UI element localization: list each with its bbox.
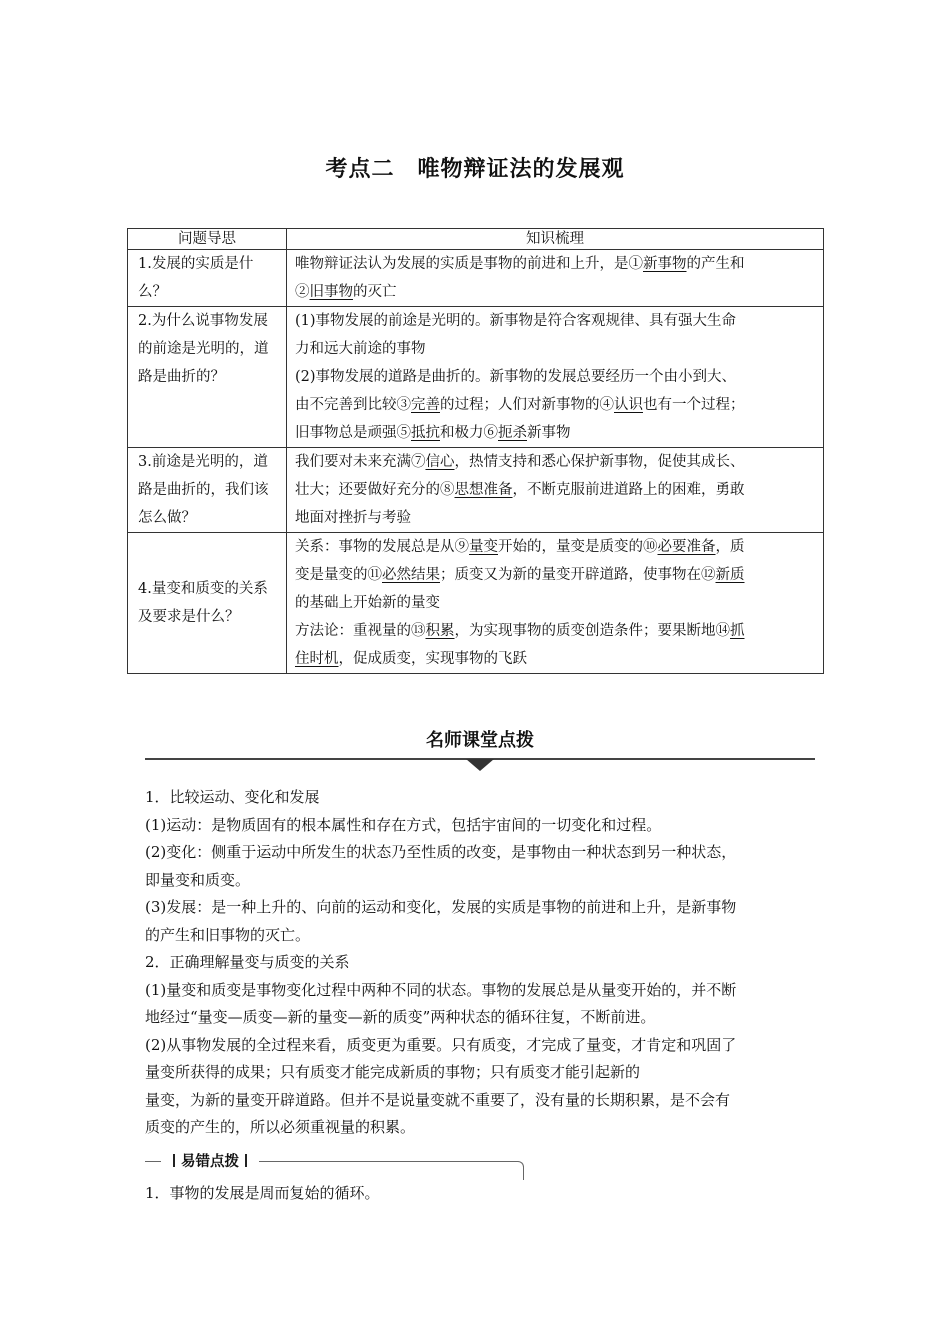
question-cell: 3.前途是光明的，道路是曲折的，我们该怎么做？ [128, 448, 287, 533]
answer-text: (1)事物发展的前途是光明的。新事物是符合客观规律、具有强大生命 [295, 313, 737, 329]
knowledge-table [127, 228, 824, 674]
blank-answer: 抓 [730, 623, 745, 639]
answer-text: 的灭亡 [353, 284, 397, 300]
teacher-tips-banner [145, 728, 815, 776]
answer-line [295, 617, 815, 645]
blank-answer: 旧事物 [309, 284, 353, 300]
header-questions: 问题导思 [128, 229, 287, 250]
answer-text: 由不完善到比较③ [295, 397, 411, 413]
answer-text: 壮大；还要做好充分的⑧ [295, 482, 455, 498]
answer-text: 旧事物总是顽强⑤ [295, 425, 411, 441]
answer-line [295, 335, 815, 363]
answer-line [295, 504, 815, 532]
answer-text: 力和远大前途的事物 [295, 341, 426, 357]
blank-answer: 积累 [425, 623, 455, 639]
table-row [128, 307, 824, 448]
blank-answer: 量变 [469, 539, 498, 555]
answer-text: 的产生和 [686, 256, 745, 272]
answer-text: 关系：事物的发展总是从⑨ [295, 539, 469, 555]
blank-answer: 认识 [614, 397, 643, 413]
paragraph-line: 地经过“量变—质变—新的量变—新的质变”两种状态的循环往复，不断前进。 [145, 1008, 656, 1026]
answer-text: 的基础上开始新的量变 [295, 595, 440, 611]
answer-text: ；质变又为新的量变开辟道路，使事物在⑫ [440, 567, 716, 583]
question-cell: 2.为什么说事物发展的前途是光明的，道路是曲折的？ [128, 307, 287, 448]
answer-text: ，不断克服前进道路上的困难，勇敢 [512, 482, 745, 498]
paragraph-line: (3)发展：是一种上升的、向前的运动和变化，发展的实质是事物的前进和上升，是新事物 [145, 898, 737, 916]
paragraph-line: (1)运动：是物质固有的根本属性和存在方式，包括宇宙间的一切变化和过程。 [145, 815, 662, 834]
answer-line [295, 250, 815, 278]
blank-answer: 思想准备 [454, 482, 513, 498]
table-row [128, 533, 824, 674]
bar-icon [173, 1154, 175, 1167]
page-title: 考点二 唯物辩证法的发展观 [325, 157, 625, 182]
paragraph-line: 量变，为新的量变开辟道路。但并不是说量变就不重要了，没有量的长期积累，是不会有 [145, 1090, 731, 1109]
paragraph-line: 的产生和旧事物的灭亡。 [145, 925, 311, 944]
error-tips-label: 易错点拨 [181, 1154, 239, 1170]
answer-line [295, 419, 815, 447]
blank-answer: 完善 [411, 397, 440, 413]
answer-text: ，热情支持和悉心保护新事物，促使其成长、 [454, 454, 745, 470]
triangle-down-icon [466, 759, 494, 771]
table-header-row [128, 229, 824, 250]
paragraph-line: (1)量变和质变是事物变化过程中两种不同的状态。事物的发展总是从量变开始的，并不断 [145, 980, 737, 999]
blank-answer: 必然结果 [382, 567, 440, 583]
answer-line [295, 363, 815, 391]
answer-line [295, 278, 815, 306]
answer-text: 新事物 [527, 425, 571, 441]
paragraph-line: (2)变化：侧重于运动中所发生的状态乃至性质的改变，是事物由一种状态到另一种状态， [145, 843, 737, 861]
table-row [128, 250, 824, 307]
blank-answer: 扼杀 [498, 425, 527, 441]
answer-text: 我们要对未来充满⑦ [295, 454, 426, 470]
answer-line [295, 448, 815, 476]
error-tips-title [161, 1152, 259, 1172]
paragraph-line: 1．比较运动、变化和发展 [145, 788, 320, 806]
blank-answer: 必要准备 [657, 539, 716, 555]
answer-text: 地面对挫折与考验 [295, 510, 411, 526]
explanation-body [145, 784, 815, 1142]
paragraph-line: 质变的产生的，所以必须重视量的积累。 [145, 1118, 416, 1136]
table-row [128, 448, 824, 533]
error-tips-header [145, 1152, 525, 1178]
blank-answer: 新事物 [643, 256, 687, 272]
blank-answer: 新质 [715, 567, 745, 583]
answer-cell [287, 533, 824, 674]
question-cell: 4.量变和质变的关系及要求是什么？ [128, 533, 287, 674]
answer-text: ，为实现事物的质变创造条件；要果断地⑭ [454, 623, 730, 639]
answer-text: ② [295, 284, 310, 300]
blank-answer: 抵抗 [411, 425, 440, 441]
banner-title: 名师课堂点拨 [426, 730, 534, 751]
answer-line [295, 307, 815, 335]
header-knowledge: 知识梳理 [287, 229, 824, 250]
blank-answer: 住时机 [295, 651, 339, 667]
answer-line [295, 391, 815, 419]
question-cell: 1.发展的实质是什么？ [128, 250, 287, 307]
paragraph-line: 量变所获得的成果；只有质变才能完成新质的事物；只有质变才能引起新的 [145, 1063, 641, 1081]
answer-line [295, 476, 815, 504]
answer-text: (2)事物发展的道路是曲折的。新事物的发展总要经历一个由小到大、 [295, 369, 737, 385]
answer-text: 变是量变的⑪ [295, 567, 382, 583]
paragraph-line: 2．正确理解量变与质变的关系 [145, 953, 350, 971]
answer-cell [287, 448, 824, 533]
answer-text: 开始的，量变是质变的⑩ [498, 539, 658, 555]
answer-line [295, 561, 815, 589]
bar-icon [245, 1154, 247, 1167]
answer-text: 和极力⑥ [440, 425, 498, 441]
answer-text: ，质 [715, 539, 745, 555]
paragraph-line: 即量变和质变。 [145, 870, 251, 889]
answer-cell [287, 307, 824, 448]
answer-line [295, 589, 815, 617]
answer-text: 也有一个过程； [643, 397, 745, 413]
answer-line [295, 533, 815, 561]
answer-line [295, 645, 815, 673]
error-tip-item: 1．事物的发展是周而复始的循环。 [145, 1184, 380, 1202]
answer-text: ，促成质变，实现事物的飞跃 [338, 651, 527, 667]
answer-text: 的过程；人们对新事物的④ [440, 397, 614, 413]
answer-text: 方法论：重视量的⑬ [295, 623, 426, 639]
answer-cell [287, 250, 824, 307]
answer-text: 唯物辩证法认为发展的实质是事物的前进和上升，是① [295, 256, 643, 272]
blank-answer: 信心 [425, 454, 455, 470]
paragraph-line: (2)从事物发展的全过程来看，质变更为重要。只有质变，才完成了量变，才肯定和巩固了 [145, 1035, 737, 1054]
